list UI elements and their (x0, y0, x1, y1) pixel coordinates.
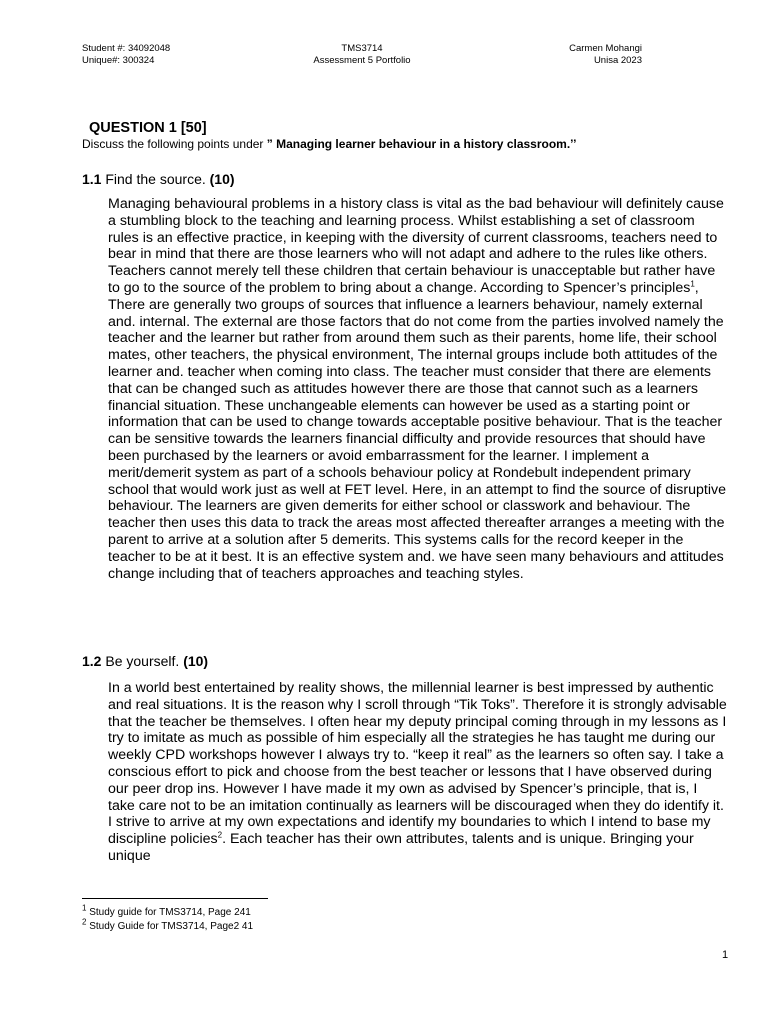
section-1-1-paragraph: Managing behavioural problems in a history class is vital as the bad behaviour will definitely cause a stumbling block to the teaching and learning process. Whilst establishing a set of classroom rules is an effective practice, in keeping with the diversity of current classrooms, teachers need to bear in mind that there are those learners who will not adapt and adhere to the rules like others. Teachers cannot merely tell these children that certain behaviour is unacceptable but rather have to go to the source of the problem to bring about a change. According to Spencer’s principles$^1$, There are generally two groups of sources that influence a learners behaviour, namely external and. internal. The external are those factors that do not come from the parties involved namely the teacher and the learner but rather from around them such as their parents, home life, their school mates, other teachers, the physical environment, The internal groups include both attitudes of the learner and. teacher when coming into class. The teacher must consider that there are elements that can be changed such as attitudes however there are those that cannot such as a learners financial situation. These unchangeable elements can however be used as a starting point or information that can be used to change towards acceptable positive behaviour. That is the teacher can be sensitive towards the learners financial difficulty and provide resources that should have been purchased by the learners or avoid embarrassment for the learner. I implement a merit/demerit system as part of a schools behaviour policy at Rondebult independent primary school that would work just as well at FET level. Here, in an attempt to find the source of disruptive behaviour. The learners are given demerits for either school or classwork and behaviour. The teacher then uses this data to track the areas most affected thereafter arranges a meeting with the parent to arrive at a solution after 5 demerits. This systems calls for the record keeper in the teacher to be at it best. It is an effective system and. we have seen many behaviours and attitudes change including that of teachers approaches and teaching styles. (108, 196, 726, 582)
section-marks: (10) (209, 171, 235, 187)
header-center (306, 43, 418, 67)
footnote-ref: 2 (217, 830, 223, 840)
header-left (82, 43, 170, 67)
section-heading-1-2 (82, 653, 208, 669)
institution: Unisa 2023 (593, 55, 642, 66)
author-name: Carmen Mohangi (569, 43, 642, 54)
section-number: 1.2 (82, 653, 102, 669)
prompt-bold: ” Managing learner behaviour in a history classroom.’’ (266, 137, 577, 151)
page-number: 1 (722, 949, 729, 961)
footnote-divider (82, 898, 268, 899)
header-right (540, 43, 642, 67)
section-marks: (10) (183, 653, 209, 669)
module-code: TMS3714 (341, 43, 383, 54)
footnote-2: $^2$ Study Guide for TMS3714, Page2 41 (82, 917, 254, 932)
section-title: Be yourself. (105, 653, 180, 669)
student-number: Student #: 34092048 (82, 43, 171, 54)
section-1-2-paragraph: In a world best entertained by reality shows, the millennial learner is best impressed by authentic and real situations. It is the reason why I scroll through “Tik Toks”. Therefore it is strongly advisable that the teacher be themselves. I often hear my deputy principal coming through in my lessons as I try to imitate as much as possible of him especially all the strategies he has taught me during our weekly CPD workshops however I always try to. “keep it real” as the learners so often say. I take a conscious effort to pick and choose from the best teacher or lessons that I have observed during our peer drop ins. However I have made it my own as advised by Spencer’s principle, that is, I take care not to be an imitation continually as learners will be discouraged when they do identify it. I strive to arrive at my own expectations and identify my boundaries to which I intend to base my discipline policies$^2$. Each teacher has their own attributes, talents and is unique. Bringing your unique (108, 680, 727, 864)
prompt-prefix: Discuss the following points under (82, 137, 267, 151)
question-prompt (82, 137, 576, 151)
assessment-title: Assessment 5 Portfolio (313, 55, 411, 66)
section-heading-1-1 (82, 171, 235, 187)
section-number: 1.1 (82, 171, 102, 187)
unique-number: Unique#: 300324 (82, 55, 155, 66)
footnote-1: $^1$ Study guide for TMS3714, Page 241 (82, 903, 251, 918)
footnote-ref: 1 (690, 279, 695, 289)
section-title: Find the source. (105, 171, 206, 187)
question-title: QUESTION 1 [50] (89, 120, 207, 136)
